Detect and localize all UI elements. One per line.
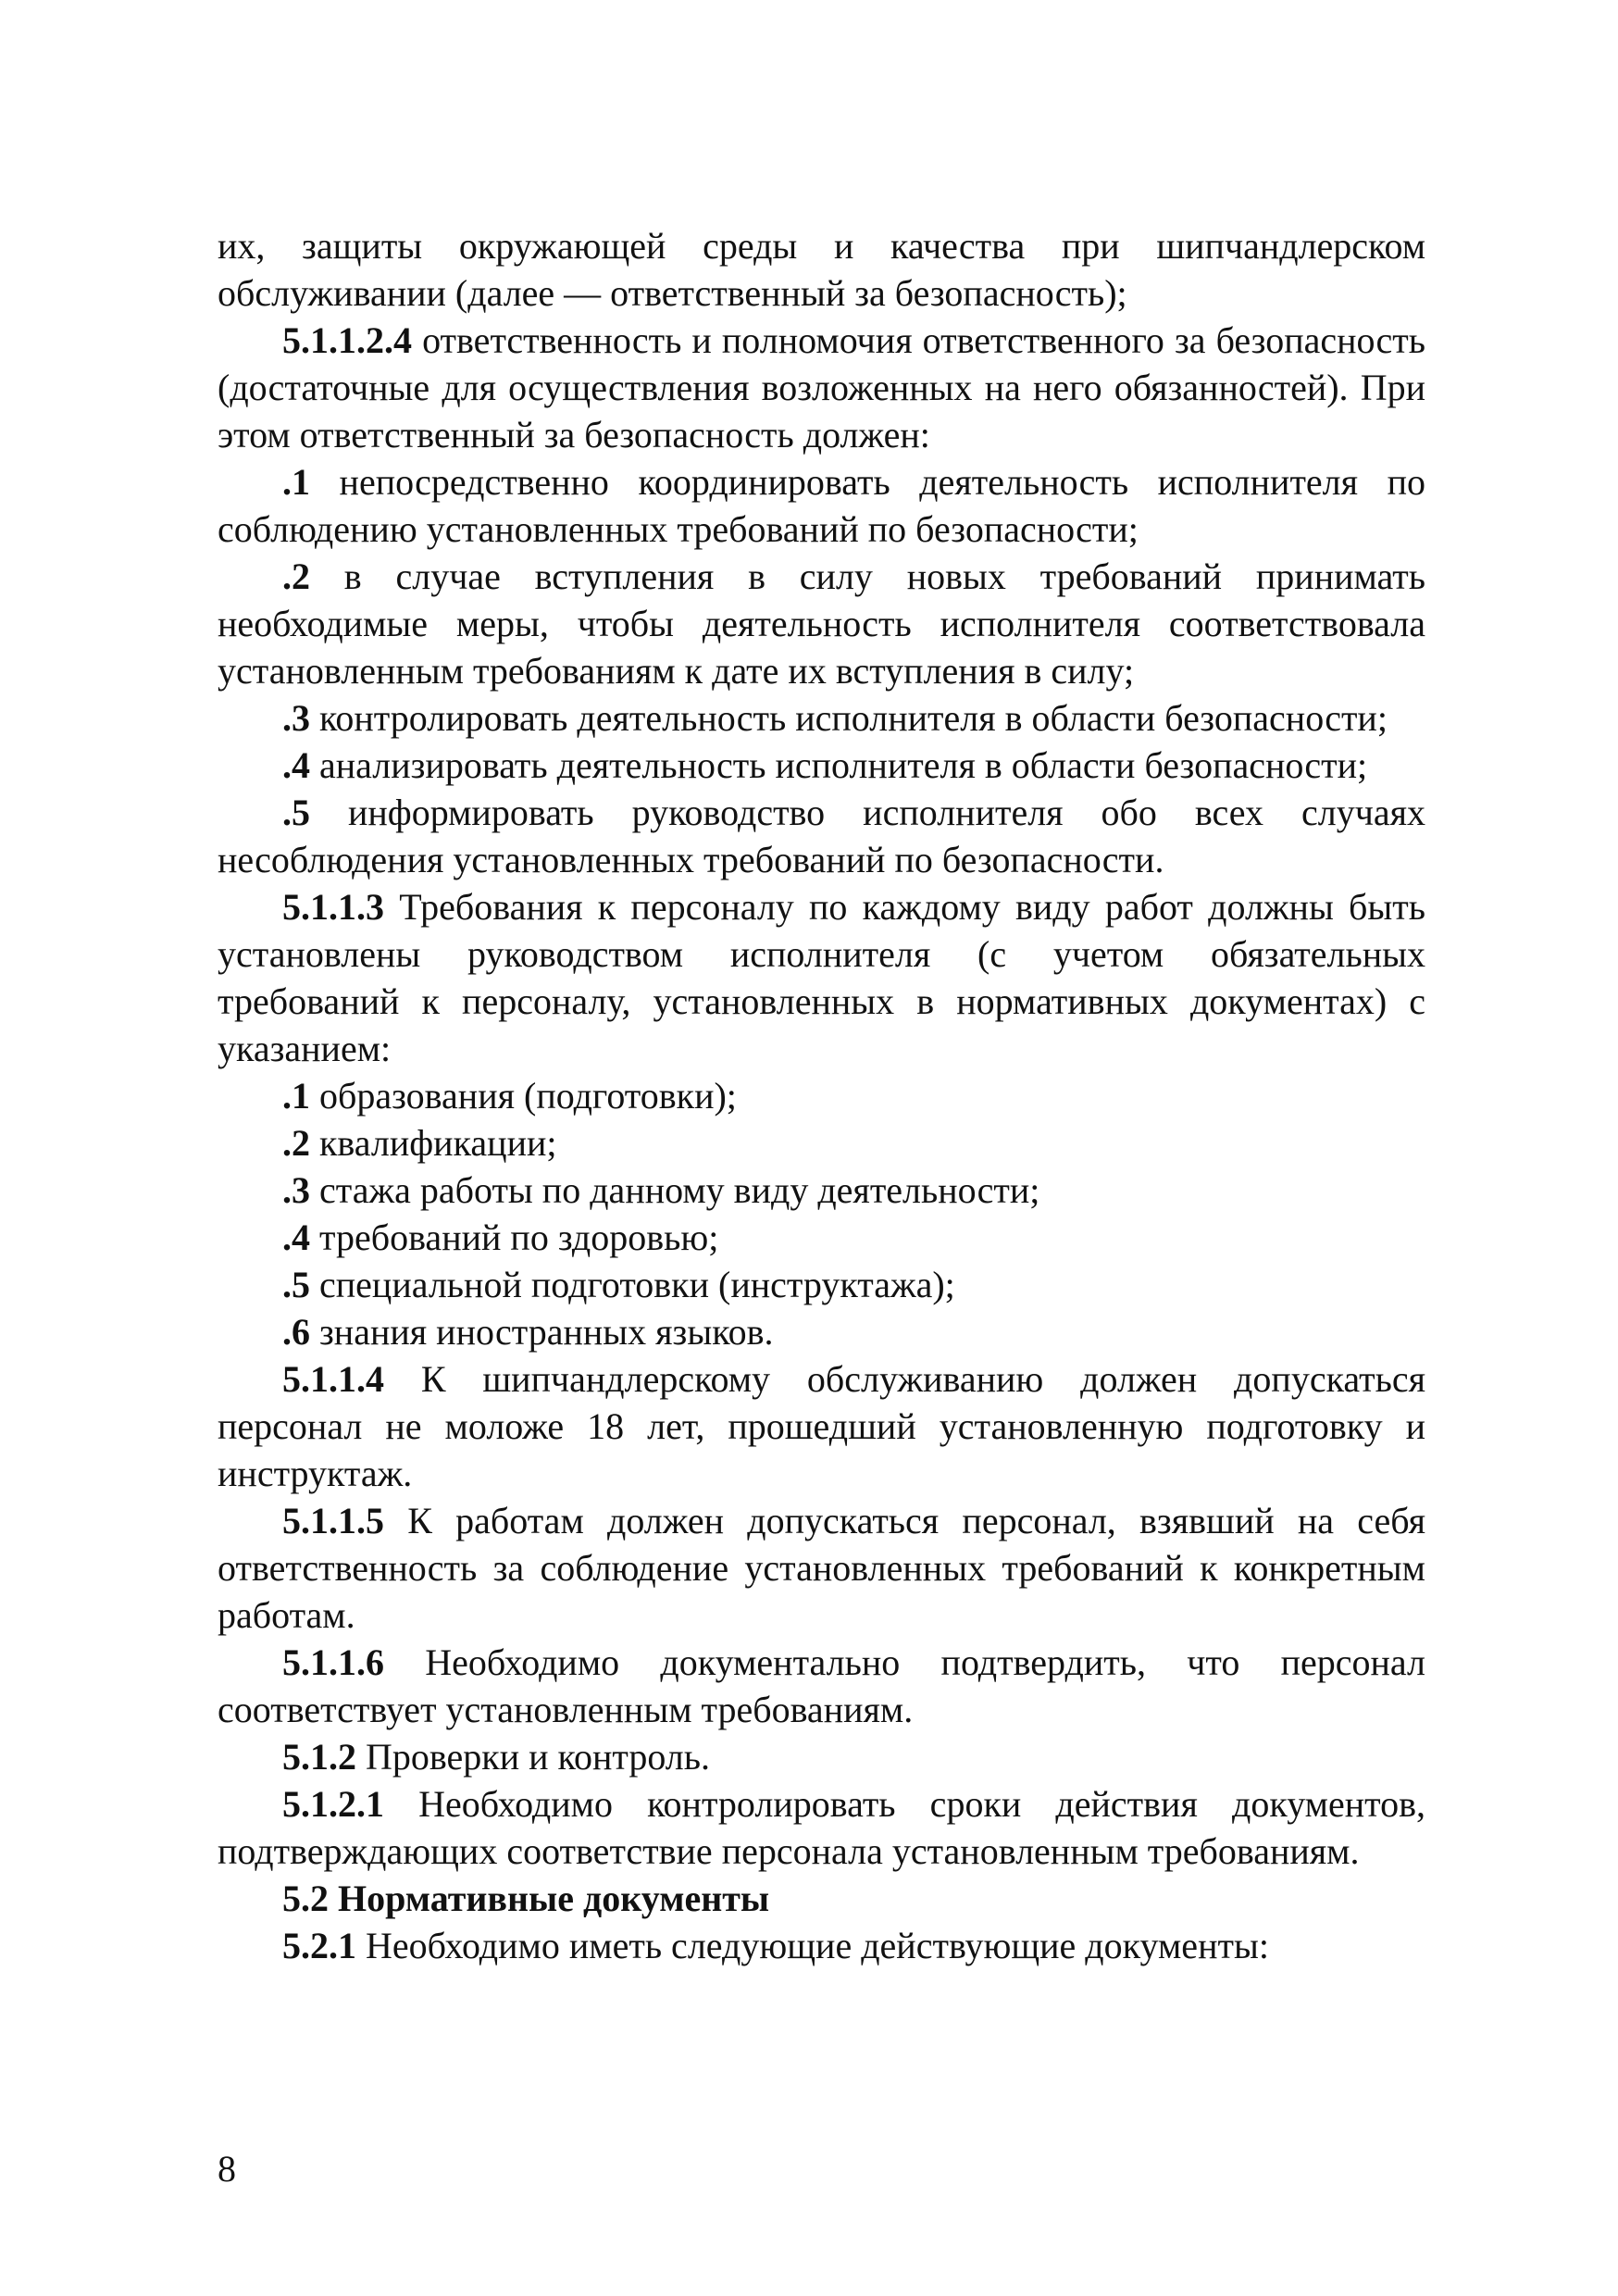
list-item-text: анализировать деятельность исполнителя в области безопасности; <box>310 744 1368 786</box>
paragraph-text: Требования к персоналу по каждому виду работ должны быть установлены руководством исполнителя (с учетом обязательных требований к персоналу, установленных в нормативных документах) с указанием: <box>218 886 1425 1069</box>
paragraph-number: 5.1.2 <box>282 1736 356 1778</box>
list-item-number: .6 <box>282 1311 310 1353</box>
paragraph-number: 5.1.1.5 <box>282 1500 384 1541</box>
paragraph-text: Необходимо контролировать сроки действия документов, подтверждающих соответствие персонала установленным требованиям. <box>218 1783 1425 1872</box>
paragraph-text: их, защиты окружающей среды и качества при шипчандлерском обслуживании (далее — ответственный за безопасность); <box>218 225 1425 314</box>
list-item <box>218 1214 1425 1261</box>
paragraph-5-1-2-1 <box>218 1780 1425 1875</box>
paragraph-5-1-1-3 <box>218 883 1425 1072</box>
list-item-text: знания иностранных языков. <box>310 1311 774 1353</box>
list-item-number: .3 <box>282 697 310 739</box>
list-item-number: .5 <box>282 792 310 833</box>
section-heading-5-2 <box>218 1875 1425 1922</box>
list-item-number: .2 <box>282 555 310 597</box>
list-item <box>218 789 1425 883</box>
paragraph-5-1-2 <box>218 1733 1425 1780</box>
list-item-text: образования (подготовки); <box>310 1075 737 1117</box>
list-item <box>218 458 1425 553</box>
list-item <box>218 1119 1425 1167</box>
list-item <box>218 1072 1425 1119</box>
paragraph-5-1-1-6 <box>218 1639 1425 1733</box>
paragraph-text: К работам должен допускаться персонал, взявший на себя ответственность за соблюдение установленных требований к конкретным работам. <box>218 1500 1425 1636</box>
paragraph-number: 5.1.2.1 <box>282 1783 384 1825</box>
list-item-number: .3 <box>282 1169 310 1211</box>
list-item-number: .4 <box>282 744 310 786</box>
list-item-number: .1 <box>282 1075 310 1117</box>
list-item-text: в случае вступления в силу новых требований принимать необходимые меры, чтобы деятельность исполнителя соответствовала установленным требованиям к дате их вступления в силу; <box>218 555 1425 692</box>
list-item <box>218 1308 1425 1355</box>
list-item <box>218 1167 1425 1214</box>
paragraph-number: 5.1.1.6 <box>282 1641 384 1683</box>
paragraph-text: Необходимо иметь следующие действующие документы: <box>356 1925 1269 1966</box>
list-item-text: контролировать деятельность исполнителя в области безопасности; <box>310 697 1388 739</box>
list-item-text: квалификации; <box>310 1122 557 1164</box>
list-item-number: .5 <box>282 1264 310 1305</box>
list-item-number: .4 <box>282 1217 310 1258</box>
list-item-text: требований по здоровью; <box>310 1217 719 1258</box>
paragraph-number: 5.2.1 <box>282 1925 356 1966</box>
page-body <box>218 222 1425 1969</box>
list-item-text: непосредственно координировать деятельность исполнителя по соблюдению установленных требований по безопасности; <box>218 461 1425 550</box>
paragraph-5-1-1-5 <box>218 1497 1425 1639</box>
list-item <box>218 742 1425 789</box>
paragraph-text: К шипчандлерскому обслуживанию должен допускаться персонал не моложе 18 лет, прошедший установленную подготовку и инструктаж. <box>218 1358 1425 1494</box>
list-item <box>218 1261 1425 1308</box>
paragraph-number: 5.1.1.2.4 <box>282 319 412 361</box>
paragraph-continuation <box>218 222 1425 317</box>
paragraph-5-2-1 <box>218 1922 1425 1969</box>
paragraph-5-1-1-4 <box>218 1355 1425 1497</box>
list-item-text: специальной подготовки (инструктажа); <box>310 1264 955 1305</box>
paragraph-number: 5.1.1.4 <box>282 1358 384 1400</box>
list-item <box>218 553 1425 694</box>
section-heading: 5.2 Нормативные документы <box>282 1878 770 1919</box>
paragraph-number: 5.1.1.3 <box>282 886 384 928</box>
list-item-text: стажа работы по данному виду деятельности; <box>310 1169 1040 1211</box>
paragraph-text: ответственность и полномочия ответственного за безопасность (достаточные для осуществления возложенных на него обязанностей). При этом ответственный за безопасность должен: <box>218 319 1425 455</box>
list-item-number: .1 <box>282 461 310 503</box>
list-item <box>218 694 1425 742</box>
paragraph-5-1-1-2-4 <box>218 317 1425 458</box>
paragraph-text: Необходимо документально подтвердить, что персонал соответствует установленным требованиям. <box>218 1641 1425 1730</box>
list-item-number: .2 <box>282 1122 310 1164</box>
paragraph-text: Проверки и контроль. <box>356 1736 710 1778</box>
page-number: 8 <box>218 2148 236 2190</box>
list-item-text: информировать руководство исполнителя обо всех случаях несоблюдения установленных требований по безопасности. <box>218 792 1425 880</box>
